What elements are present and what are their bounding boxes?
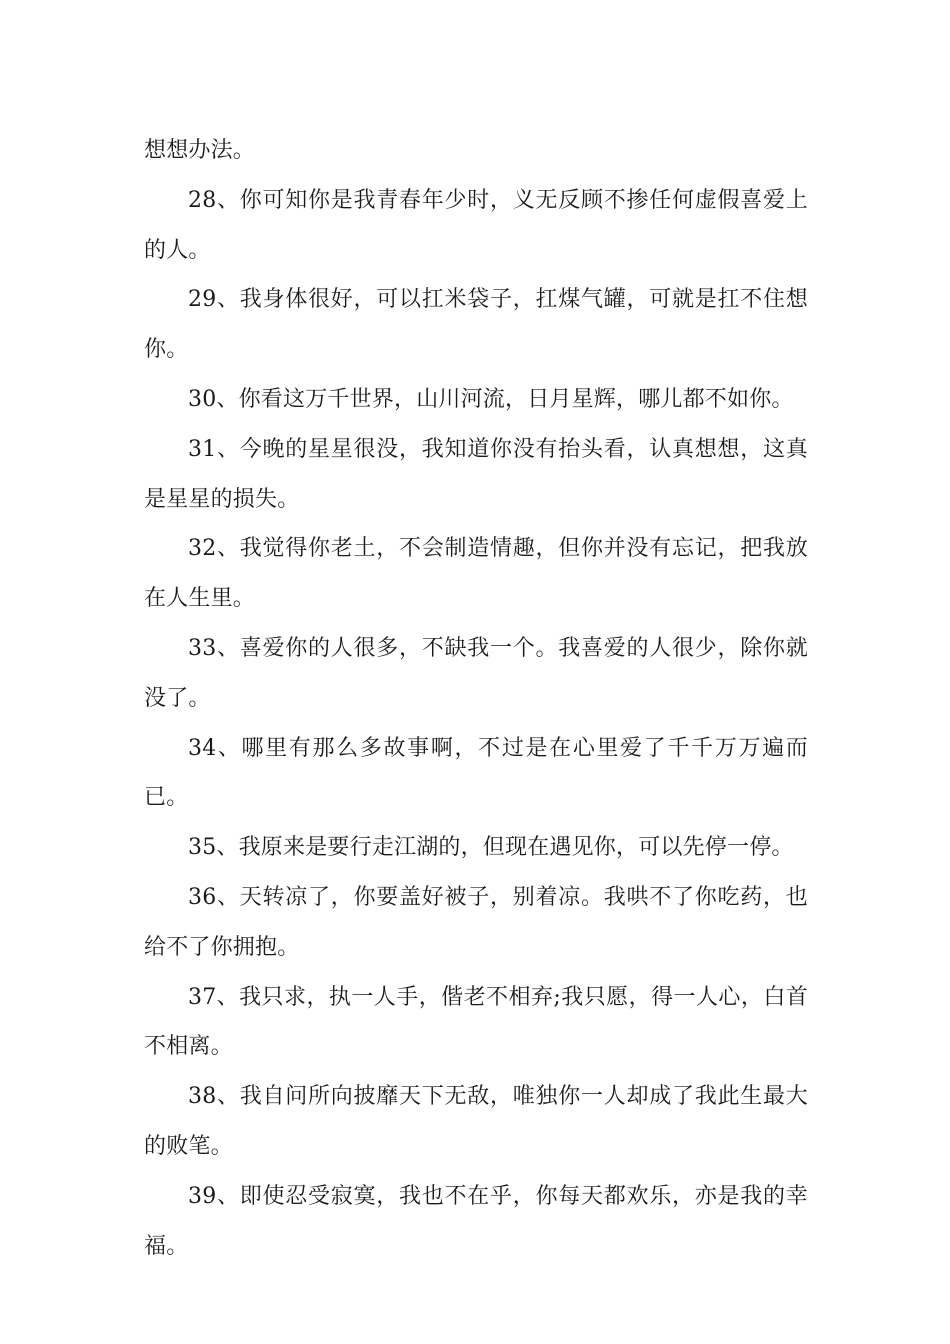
paragraph-29: 29、我身体很好，可以扛米袋子，扛煤气罐，可就是扛不住想你。	[144, 287, 808, 363]
paragraph-35: 35、我原来是要行走江湖的，但现在遇见你，可以先停一停。	[188, 835, 794, 861]
paragraph-37: 37、我只求，执一人手，偕老不相弃;我只愿，得一人心，白首不相离。	[144, 984, 808, 1060]
paragraph-28: 28、你可知你是我青春年少时，义无反顾不掺任何虚假喜爱上的人。	[144, 187, 808, 263]
paragraph-36: 36、天转凉了，你要盖好被子，别着凉。我哄不了你吃药，也给不了你拥抱。	[144, 884, 808, 960]
document-body	[144, 126, 808, 1271]
paragraph-34: 34、哪里有那么多故事啊，不过是在心里爱了千千万万遍而已。	[144, 735, 808, 811]
paragraph-33: 33、喜爱你的人很多，不缺我一个。我喜爱的人很少，除你就没了。	[144, 635, 808, 711]
paragraph-38: 38、我自问所向披靡天下无敌，唯独你一人却成了我此生最大的败笔。	[144, 1084, 808, 1159]
paragraph-30: 30、你看这万千世界，山川河流，日月星辉，哪儿都不如你。	[188, 386, 794, 412]
paragraph-31: 31、今晚的星星很没，我知道你没有抬头看，认真想想，这真是星星的损失。	[144, 436, 808, 512]
paragraph-32: 32、我觉得你老土，不会制造情趣，但你并没有忘记，把我放在人生里。	[144, 536, 808, 612]
paragraph-39: 39、即使忍受寂寞，我也不在乎，你每天都欢乐，亦是我的幸福。	[144, 1183, 808, 1259]
paragraph-continuation: 想想办法。	[144, 138, 256, 163]
